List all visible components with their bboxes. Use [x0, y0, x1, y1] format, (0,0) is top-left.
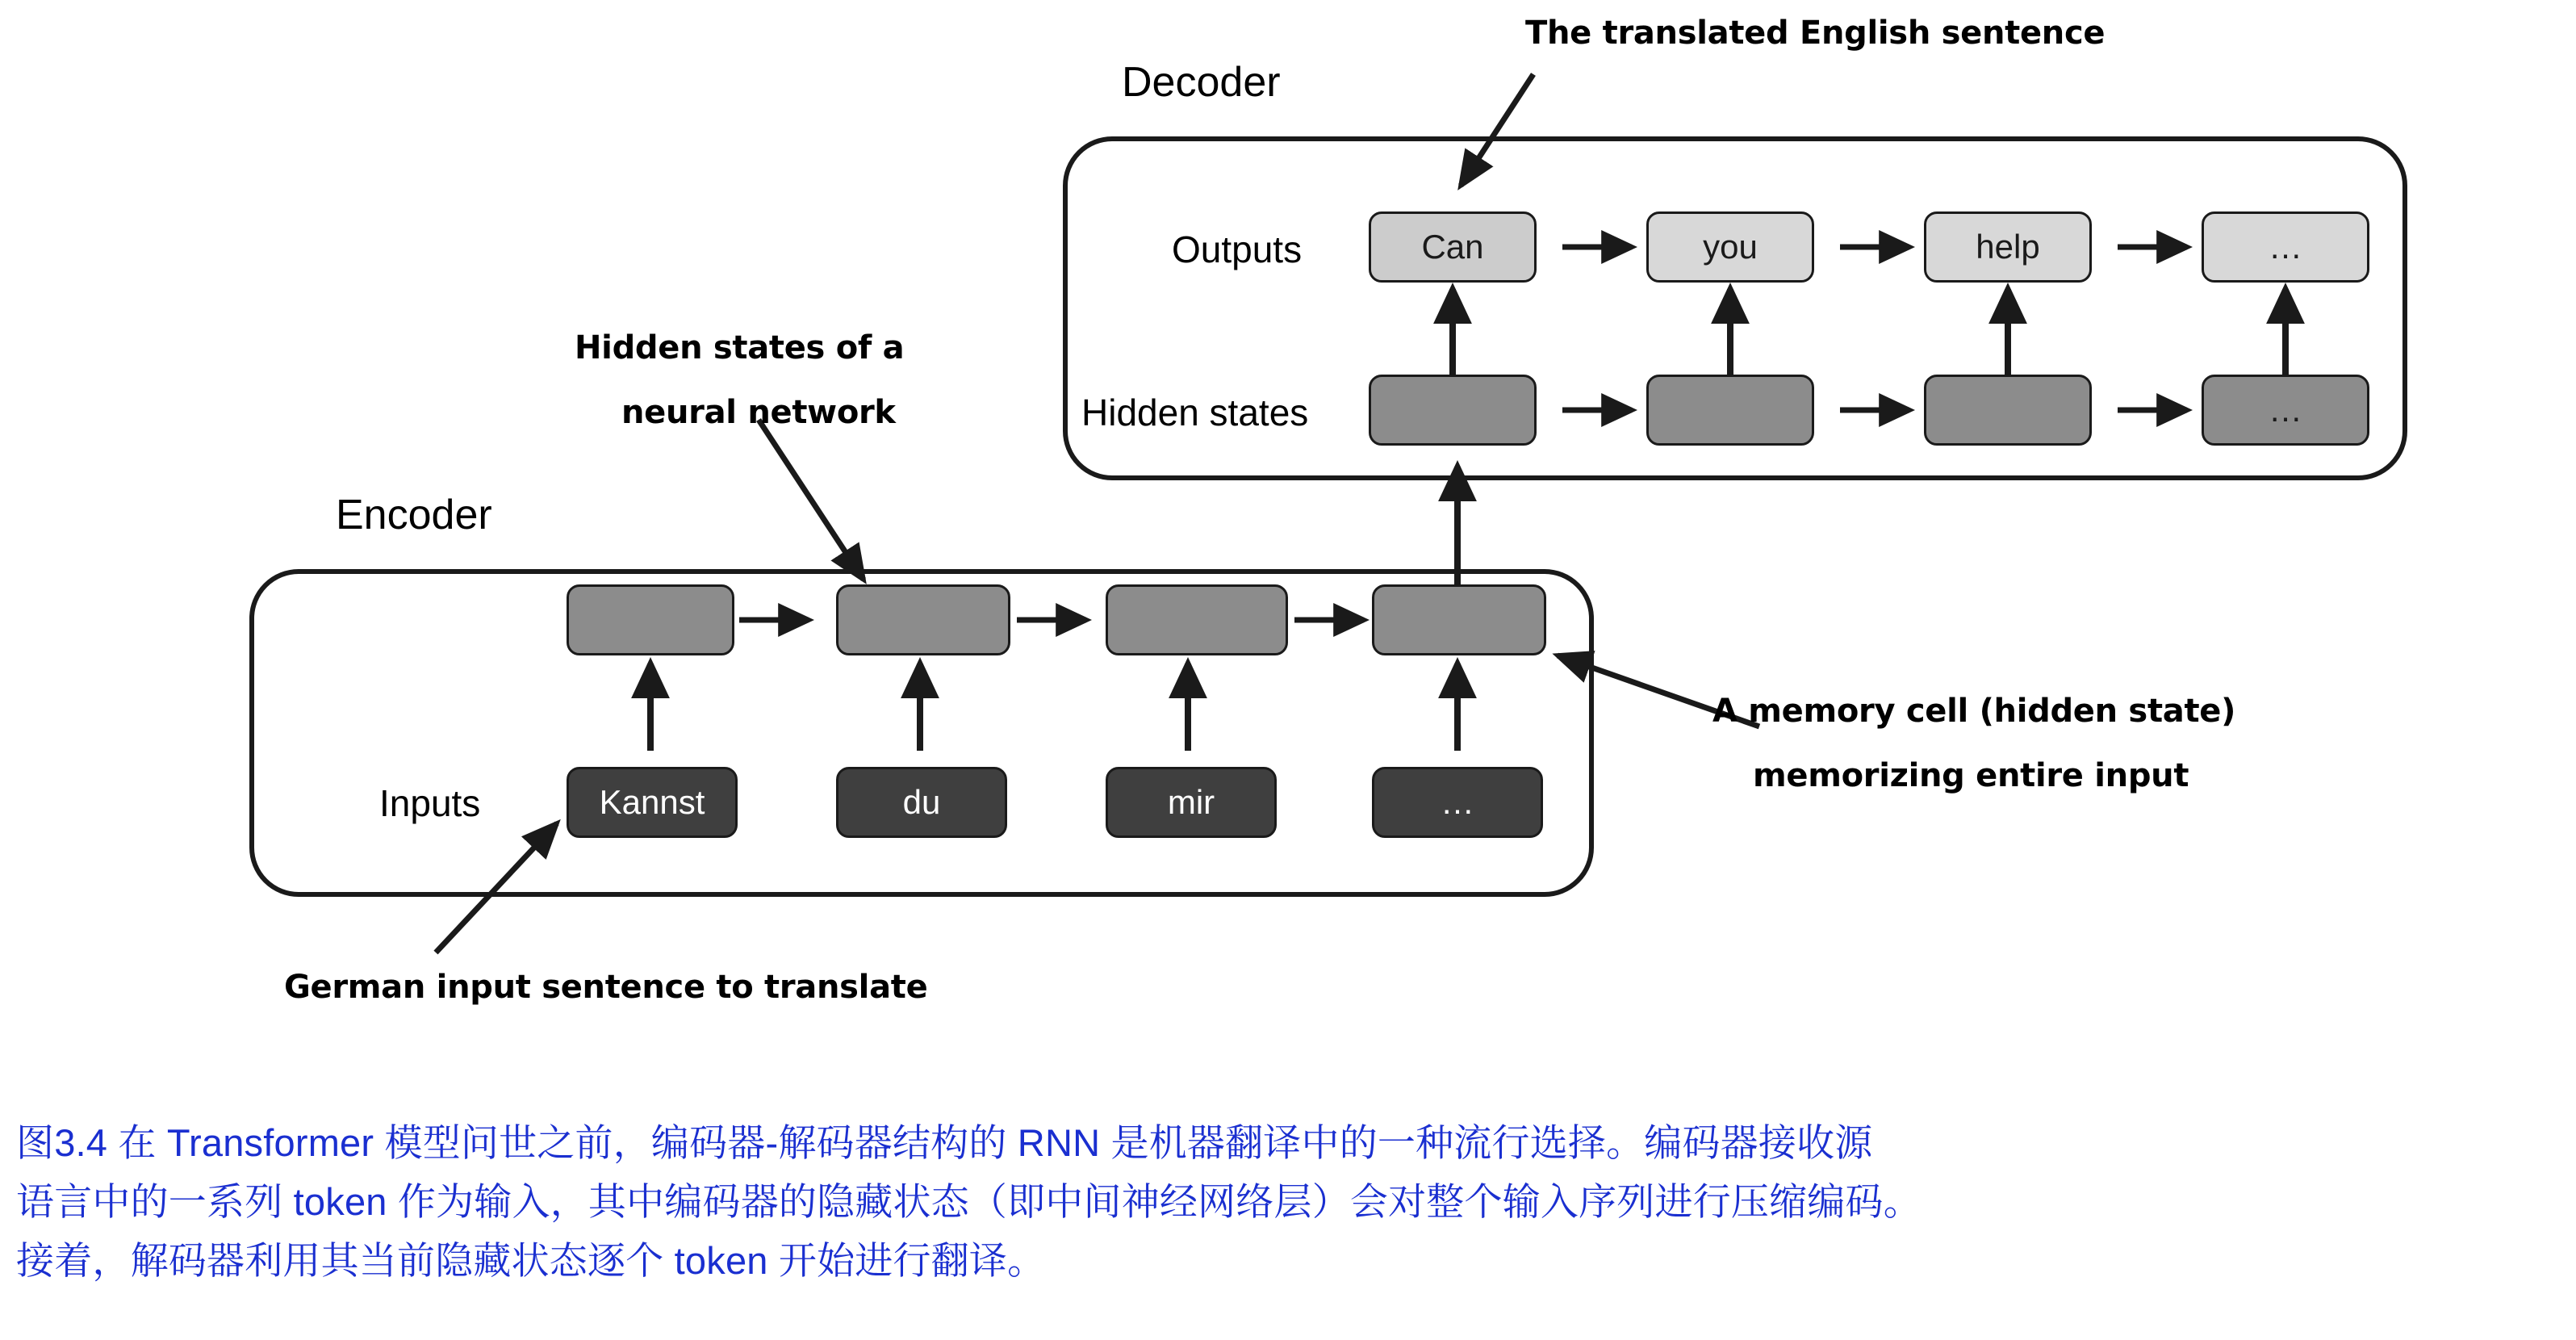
decoder-output-cell-1: Can	[1369, 211, 1537, 283]
decoder-output-cell-2: you	[1646, 211, 1814, 283]
encoder-title: Encoder	[336, 492, 492, 538]
caption-line-1: 图3.4 在 Transformer 模型问世之前，编码器-解码器结构的 RNN 是机器翻译中的一种流行选择。编码器接收源	[16, 1121, 1873, 1164]
encoder-hidden-cell-2	[836, 584, 1010, 655]
annotation-hidden-states-line2: neural network	[621, 394, 896, 431]
encoder-hidden-cell-4	[1372, 584, 1546, 655]
annotation-german-input: German input sentence to translate	[284, 969, 928, 1006]
decoder-hidden-cell-1	[1369, 375, 1537, 446]
caption-line-3: 接着，解码器利用其当前隐藏状态逐个 token 开始进行翻译。	[16, 1238, 1046, 1282]
encoder-input-cell-4: …	[1372, 767, 1543, 838]
annotation-translated-sentence: The translated English sentence	[1525, 15, 2106, 52]
encoder-input-cell-2: du	[836, 767, 1007, 838]
decoder-title: Decoder	[1122, 59, 1281, 106]
encoder-hidden-cell-3	[1106, 584, 1288, 655]
inputs-row-label: Inputs	[379, 782, 481, 824]
decoder-hidden-cell-2	[1646, 375, 1814, 446]
figure-caption	[16, 1114, 2558, 1291]
annotation-memory-cell-line1: A memory cell (hidden state)	[1712, 693, 2236, 730]
encoder-input-cell-3: mir	[1106, 767, 1277, 838]
hidden-states-row-label: Hidden states	[1081, 392, 1309, 433]
outputs-row-label: Outputs	[1172, 228, 1303, 270]
encoder-input-cell-1: Kannst	[567, 767, 738, 838]
annotation-memory-cell-line2: memorizing entire input	[1753, 757, 2189, 794]
caption-line-2: 语言中的一系列 token 作为输入，其中编码器的隐藏状态（即中间神经网络层）会对整个输入序列进行压缩编码。	[16, 1179, 1922, 1223]
decoder-hidden-cell-4: …	[2202, 375, 2369, 446]
annotation-hidden-states-line1: Hidden states of a	[575, 329, 905, 366]
encoder-hidden-cell-1	[567, 584, 734, 655]
decoder-hidden-cell-3	[1924, 375, 2092, 446]
decoder-output-cell-3: help	[1924, 211, 2092, 283]
decoder-output-cell-4: …	[2202, 211, 2369, 283]
